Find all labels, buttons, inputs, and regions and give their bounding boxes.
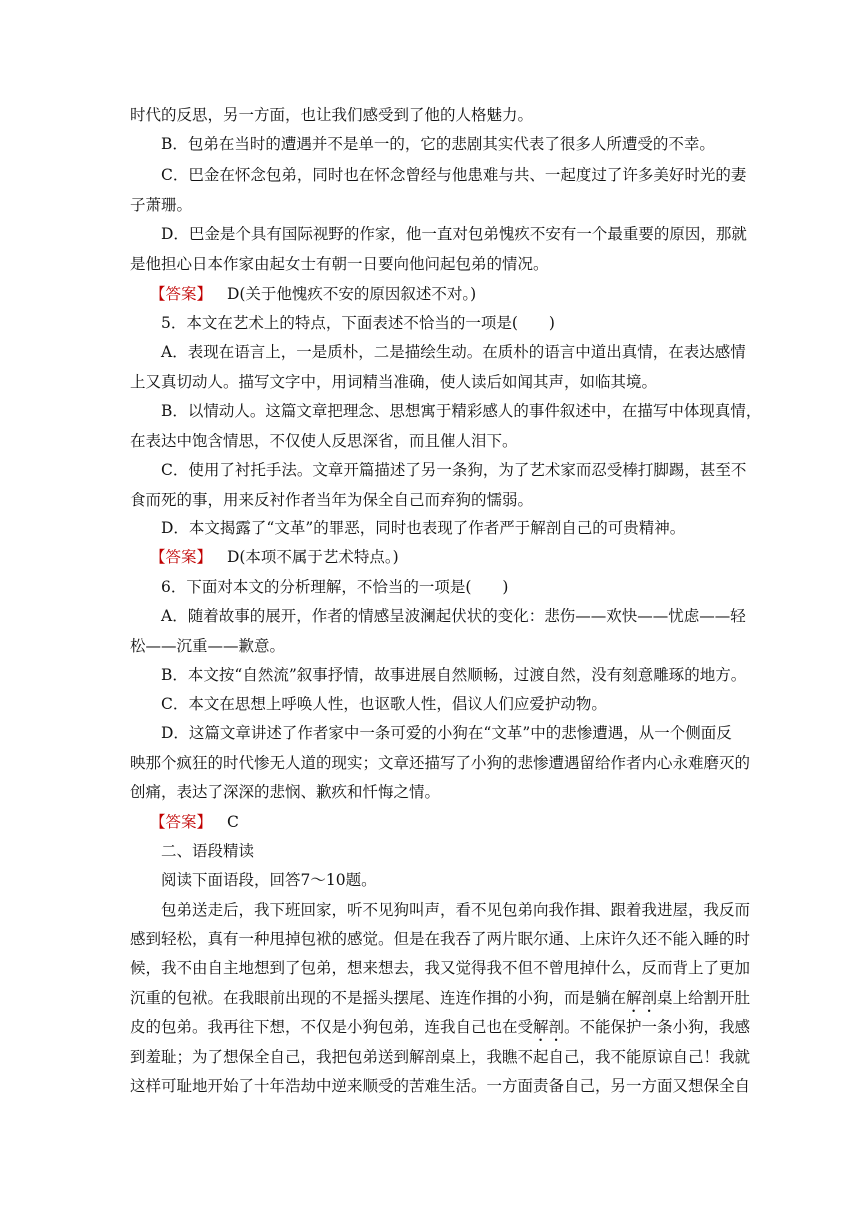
passage-line: [130, 1017, 750, 1045]
section-heading: 二、语段精读: [161, 842, 255, 860]
text-line: 食而死的事，用来反衬作者当年为保全自己而弃狗的懦弱。: [130, 491, 534, 509]
answer-label: 【答案】: [150, 285, 213, 303]
passage-text: 。不能保护一条小狗，我感: [564, 1018, 751, 1036]
question-5: 5．本文在艺术上的特点，下面表述不恰当的一项是( ): [161, 314, 555, 332]
option-d-line: D．本文揭露了“文革”的罪恶，同时也表现了作者严于解剖自己的可贵精神。: [161, 519, 686, 537]
option-c-line: C．使用了衬托手法。文章开篇描述了另一条狗，为了艺术家而忍受棒打脚踢，甚至不: [161, 461, 747, 479]
passage-line: 感到轻松，真有一种甩掉包袱的感觉。但是在我吞了两片眠尔通、上床许久还不能入睡的时: [130, 930, 751, 948]
text-line: 映那个疯狂的时代惨无人道的现实；文章还描写了小狗的悲惨遭遇留给作者内心永难磨灭的: [130, 754, 751, 772]
answer-text: D(本项不属于艺术特点。): [226, 548, 399, 566]
answer-text: C: [226, 813, 239, 831]
passage-text: 沉重的包袱。在我眼前出现的不是摇头摆尾、连连作揖的小狗，而是躺在: [130, 989, 627, 1007]
answer-text: D(关于他愧疚不安的原因叙述不对。): [226, 285, 477, 303]
text-line: 上又真切动人。描写文字中，用词精当准确，使人读后如闻其声，如临其境。: [130, 373, 658, 391]
passage-line: 到羞耻；为了想保全自己，我把包弟送到解剖桌上，我瞧不起自己，我不能原谅自己！我就: [130, 1048, 751, 1066]
text-line: 子萧珊。: [130, 196, 193, 214]
answer-label: 【答案】: [150, 813, 213, 831]
option-c-line: C．巴金在怀念包弟，同时也在怀念曾经与他患难与共、一起度过了许多美好时光的妻: [161, 166, 747, 184]
passage-line: 候，我不由自主地想到了包弟，想来想去，我又觉得我不但不曾甩掉什么，反而背上了更加: [130, 959, 751, 977]
answer-line: [150, 547, 399, 567]
passage-text: 皮的包弟。我再往下想，不仅是小狗包弟，连我自己也在受: [130, 1018, 534, 1036]
emphasized-word: 解剖: [626, 989, 658, 1007]
answer-label: 【答案】: [150, 548, 213, 566]
text-line: 松——沉重——歉意。: [130, 637, 286, 655]
option-b-line: B．本文按“自然流”叙事抒情，故事进展自然顺畅，过渡自然，没有刻意雕琢的地方。: [161, 666, 747, 684]
option-b-line: B．以情动人。这篇文章把理念、思想寓于精彩感人的事件叙述中，在描写中体现真情，: [161, 402, 762, 420]
text-line: 创痛，表达了深深的悲悯、歉疚和忏悔之情。: [130, 783, 441, 801]
passage-line: 这样可耻地开始了十年浩劫中逆来顺受的苦难生活。一方面责备自己，另一方面又想保全自: [130, 1077, 751, 1095]
text-line: 在表达中饱含情思，不仅使人反思深省，而且催人泪下。: [130, 432, 518, 450]
text-line: 是他担心日本作家由起女士有朝一日要向他问起包弟的情况。: [130, 255, 549, 273]
question-6: 6．下面对本文的分析理解，不恰当的一项是( ): [161, 578, 509, 596]
option-d-line: D．巴金是个具有国际视野的作家，他一直对包弟愧疚不安有一个最重要的原因，那就: [161, 225, 747, 243]
passage-line: [130, 988, 750, 1016]
option-a-line: A．表现在语言上，一是质朴，二是描绘生动。在质朴的语言中道出真情，在表达感情: [161, 343, 746, 361]
option-c-line: C．本文在思想上呼唤人性，也讴歌人性，倡议人们应爱护动物。: [161, 695, 607, 713]
passage-line: 包弟送走后，我下班回家，听不见狗叫声，看不见包弟向我作揖、跟着我进屋，我反而: [161, 901, 751, 919]
option-a-line: A．随着故事的展开，作者的情感呈波澜起伏状的变化：悲伤——欢快——忧虑——轻: [161, 607, 746, 625]
passage-text: 桌上给割开肚: [657, 989, 751, 1007]
text-line: 时代的反思，另一方面，也让我们感受到了他的人格魅力。: [130, 106, 534, 124]
option-b-line: B．包弟在当时的遭遇并不是单一的，它的悲剧其实代表了很多人所遭受的不幸。: [161, 135, 715, 153]
emphasized-word: 解剖: [533, 1018, 565, 1036]
reading-instruction: 阅读下面语段，回答7～10题。: [161, 871, 377, 889]
option-d-line: D．这篇文章讲述了作者家中一条可爱的小狗在“文革”中的悲惨遭遇，从一个侧面反: [161, 724, 732, 742]
answer-line: [150, 284, 476, 304]
answer-line: [150, 812, 239, 832]
